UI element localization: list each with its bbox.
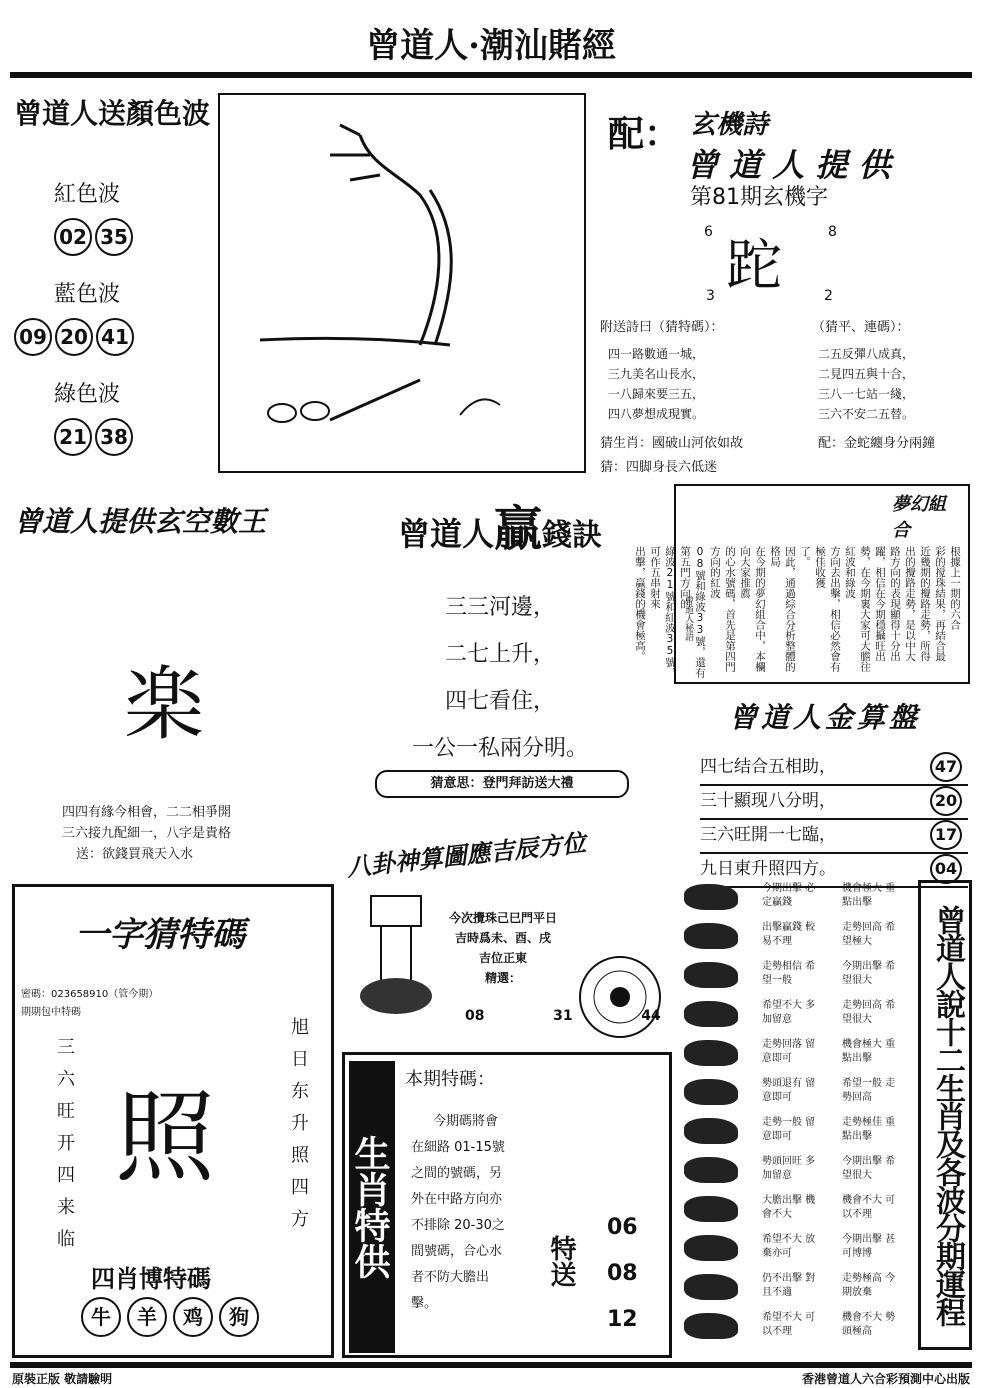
ball: 09 xyxy=(14,318,52,356)
calc-num: 20 xyxy=(930,786,962,816)
dragon-icon xyxy=(684,1040,738,1066)
combo-section xyxy=(634,484,970,684)
zodiac-col2: 走勢極高 今期放棄 xyxy=(842,1273,896,1298)
calc-text: 九日東升照四方。 xyxy=(700,859,836,879)
combo-title: 夢幻組合 xyxy=(892,494,946,541)
xuankong-line: 送：欲錢買飛天入水 xyxy=(76,847,194,862)
poem-left xyxy=(608,344,704,424)
poem-head-left: 附送詩曰（猜特碼）： xyxy=(600,320,724,335)
footer-left: 原裝正版 敬請驗明 xyxy=(12,1372,113,1386)
calc-text: 四七结合五相助， xyxy=(700,757,836,777)
pei-label: 配： xyxy=(608,113,681,155)
zodiac-row xyxy=(680,1151,916,1190)
combo-col: 出擊，贏錢的機會極高。 xyxy=(634,546,646,662)
pei-line: 配：金蛇纏身分兩鐘 xyxy=(818,436,936,451)
zodiac-col1: 走勢相信 希望一般 xyxy=(762,961,816,986)
combo-col: 了。 xyxy=(799,546,811,567)
red-wave-label: 紅色波 xyxy=(54,182,121,207)
zodiac-row xyxy=(680,1268,916,1307)
zodiac-col1: 走勢回落 留意即可 xyxy=(762,1039,816,1064)
win-title-a: 曾道人 xyxy=(397,515,494,553)
xuankong-line: 四四有緣今相會，二二相爭開 xyxy=(62,805,232,820)
combo-col: 在今期的夢幻組合中，本欄向大家推薦 xyxy=(739,546,766,672)
win-money-title xyxy=(345,490,655,559)
bagua-section xyxy=(345,828,670,1038)
combo-col: 綠波21號和紅波35號，可作五串射來 xyxy=(649,546,676,678)
zodiac-special-head: 本期特碼： xyxy=(405,1069,495,1090)
calc-row xyxy=(700,752,968,786)
poem-line: 三九美名山長水， xyxy=(608,367,705,381)
num-top-right: 8 xyxy=(828,224,837,240)
color-wave-green xyxy=(54,377,136,456)
rooster-icon xyxy=(684,1235,738,1261)
zodiac-special-line: 之間的號碼，另 xyxy=(411,1166,503,1181)
color-wave-section xyxy=(14,92,214,472)
bagua-wheel-icon xyxy=(577,954,663,1040)
footer-right: 香港曾道人六合彩預測中心出版 xyxy=(801,1372,970,1386)
win-title-b: 贏 xyxy=(494,501,543,557)
zodiac-special-line: 間號碼，合心水 xyxy=(411,1244,503,1259)
win-line: 四七看住， xyxy=(444,689,555,714)
one-char-left: 三六旺开四来临 xyxy=(54,1037,75,1261)
ball: 41 xyxy=(96,318,134,356)
xuankong-lines xyxy=(62,802,231,865)
page-title: 曾道人·潮汕賭經 xyxy=(366,26,616,66)
xuankong-section xyxy=(14,490,334,860)
zodiac-row xyxy=(680,878,916,917)
tree-illustration xyxy=(220,95,584,471)
win-title-c: 錢訣 xyxy=(542,518,603,553)
zodiac-special-line: 者不防大膽出 xyxy=(411,1270,490,1285)
bagua-title: 八卦神算圖應吉辰方位 xyxy=(345,828,588,882)
zodiac-special-nums xyxy=(607,1205,638,1343)
snake-icon xyxy=(684,1079,738,1105)
calc-row xyxy=(700,820,968,854)
one-char-right: 旭日东升照四方 xyxy=(288,1017,309,1241)
color-wave-blue xyxy=(14,277,137,356)
zodiac-col1: 走勢一般 留意即可 xyxy=(762,1117,816,1142)
guess-line2: 猜：四脚身長六低迷 xyxy=(600,460,718,475)
ball: 38 xyxy=(95,418,133,456)
ball: 35 xyxy=(95,218,133,256)
zodiac-col1: 仍不出擊 對且不適 xyxy=(762,1273,816,1298)
bagua-lines xyxy=(449,908,557,988)
zodiac-special-line: 外在中路方向亦 xyxy=(411,1192,503,1207)
zodiac-col2: 走勢回高 希望很大 xyxy=(842,1000,896,1025)
combo-col: 勢，在今期裏大家可大膽往紅波和綠波 xyxy=(844,546,871,672)
zodiac-row xyxy=(680,956,916,995)
bagua-line: 吉時爲未、酉、戌 xyxy=(455,931,552,945)
win-hint: 猜意思：登門拜訪送大禮 xyxy=(375,770,629,798)
win-money-section xyxy=(345,490,655,810)
combo-col: 出的攪路走勢，是以中大 xyxy=(904,546,916,662)
zodiac-special-line: 今期碼將會 xyxy=(433,1114,499,1129)
win-lines xyxy=(385,584,615,772)
zodiac-row xyxy=(680,1112,916,1151)
zodiac-row xyxy=(680,995,916,1034)
monkey-icon xyxy=(684,1196,738,1222)
zodiac-col2: 走勢極佳 重點出擊 xyxy=(842,1117,896,1142)
win-line: 二七上升， xyxy=(444,642,555,667)
poem-line: 二見四五與十合， xyxy=(818,367,915,381)
poem-provider: 曾 道 人 提 供 xyxy=(686,146,891,184)
combo-col: 彩的搅珠結果，再結合最 xyxy=(934,546,946,662)
zodiac-col1: 今期出擊 必定贏錢 xyxy=(762,883,816,908)
calc-text: 三十顯现八分明， xyxy=(700,791,836,811)
poem-title: 玄機詩 xyxy=(690,110,769,140)
calc-num: 17 xyxy=(930,820,962,850)
ox-icon xyxy=(684,923,738,949)
twelve-vertical-title: 曾道人說十二生肖及各波分期運程 xyxy=(918,880,972,1350)
zodiac-special-line: 在細路 01-15號 xyxy=(411,1140,505,1155)
zodiac-col1: 希望不大 放棄亦可 xyxy=(762,1234,816,1259)
poem-right xyxy=(818,344,914,424)
one-char-title: 一字猜特碼 xyxy=(75,915,245,955)
xuankong-line: 三六接九配細一，八字是貴格 xyxy=(62,826,232,841)
color-wave-title: 曾道人送顏色波 xyxy=(14,97,211,130)
zodiac-special-text xyxy=(411,1109,505,1317)
zodiac-col1: 勢頭退有 留意即可 xyxy=(762,1078,816,1103)
zodiac-col2: 今期出擊 甚可博博 xyxy=(842,1234,896,1259)
zodiac-row xyxy=(680,1073,916,1112)
one-char-code: 密碼：023658910（管今期） xyxy=(21,989,159,1000)
calc-title: 曾道人金算盤 xyxy=(728,701,921,734)
zodiac-row xyxy=(680,1229,916,1268)
zodiac-special-vertical: 生肖特供 xyxy=(349,1061,395,1353)
zodiac-pill: 羊 xyxy=(127,1297,167,1337)
zodiac-col2: 今期出擊 希望很大 xyxy=(842,1156,896,1181)
four-zodiacs xyxy=(81,1297,265,1337)
ball: 20 xyxy=(55,318,93,356)
combo-col: 躍，相信在今期穩攝旺出 xyxy=(874,546,886,662)
poem-line: 二五反彈八成真， xyxy=(818,347,915,361)
combo-col: 08號和綠波33號，還有第五門方向的 xyxy=(679,546,706,678)
num-bottom-right: 2 xyxy=(824,288,833,304)
zodiac-col2: 機會不大 勢頭極高 xyxy=(842,1312,896,1337)
dog-icon xyxy=(684,1274,738,1300)
bagua-line: 今次攪珠己巳門平日 xyxy=(449,911,558,925)
special-num: 12 xyxy=(607,1307,638,1332)
poem-head-right: （猜平、連碼）： xyxy=(812,320,910,335)
calc-num: 47 xyxy=(930,752,962,782)
poem-line: 四一路數通一城， xyxy=(608,347,705,361)
zodiac-col2: 機會不大 可以不理 xyxy=(842,1195,896,1220)
zodiac-col2: 走勢回高 希望極大 xyxy=(842,922,896,947)
zodiac-special-send: 特送 xyxy=(546,1235,576,1287)
warrior-illustration xyxy=(351,886,441,1036)
zodiac-row xyxy=(680,1190,916,1229)
zodiac-pill: 狗 xyxy=(219,1297,259,1337)
calc-row xyxy=(700,786,968,820)
goat-icon xyxy=(684,1157,738,1183)
ball: 21 xyxy=(54,418,92,456)
tree-picture-frame xyxy=(218,93,586,473)
rabbit-icon xyxy=(684,1001,738,1027)
zodiac-pill: 牛 xyxy=(81,1297,121,1337)
win-line: 一公一私兩分明。 xyxy=(411,736,588,761)
horse-icon xyxy=(684,1118,738,1144)
guess-zodiac: 猜生肖：國破山河依如故 xyxy=(600,436,744,451)
poem-section xyxy=(600,96,970,481)
green-wave-label: 綠色波 xyxy=(54,382,121,407)
bagua-num: 31 xyxy=(553,1008,573,1024)
xuankong-title: 曾道人提供玄空數王 xyxy=(14,505,267,538)
win-line: 三三河邊， xyxy=(444,595,555,620)
zodiac-special-line: 擊。 xyxy=(411,1296,438,1311)
zodiac-pill: 鸡 xyxy=(173,1297,213,1337)
combo-col: 方向去出擊，相信必然會有極佳收獲 xyxy=(814,546,841,672)
calc-num: 04 xyxy=(930,854,962,884)
combo-col: 路方向的表現顯得十分出 xyxy=(889,546,901,662)
zodiac-col2: 機會極大 重點出擊 xyxy=(842,1039,896,1064)
calc-text: 三六旺開一七臨， xyxy=(700,825,836,845)
combo-col: 因此，通過綜合分析整體的格局 xyxy=(769,546,796,672)
zodiac-col1: 出擊贏錢 較易不理 xyxy=(762,922,816,947)
calc-section xyxy=(680,696,970,879)
pig-icon xyxy=(684,1313,738,1339)
zodiac-col2: 今期出擊 希望很大 xyxy=(842,961,896,986)
bottom-rule xyxy=(10,1362,972,1368)
combo-col: 根據上一期的六合 xyxy=(949,546,961,630)
bagua-line: 吉位正東 xyxy=(479,951,528,965)
combo-col: 近幾期的攪路走勢，所得 xyxy=(919,546,931,662)
special-num: 06 xyxy=(607,1215,638,1240)
one-char-section xyxy=(12,884,334,1358)
poem-issue: 第81期玄機字 xyxy=(690,185,828,210)
zodiac-col2: 希望一般 走勢回高 xyxy=(842,1078,896,1103)
zodiac-col2: 機會極大 重點出擊 xyxy=(842,883,896,908)
color-wave-red xyxy=(54,177,136,256)
num-bottom-left: 3 xyxy=(706,288,715,304)
zodiac-row xyxy=(680,1034,916,1073)
poem-line: 三六不安二五替。 xyxy=(818,407,915,421)
combo-sign: 曾道人秘語 xyxy=(683,596,693,641)
zodiac-col1: 大膽出擊 機會不大 xyxy=(762,1195,816,1220)
rat-icon xyxy=(684,884,738,910)
zodiac-col1: 希望不大 可以不理 xyxy=(762,1312,816,1337)
tiger-icon xyxy=(684,962,738,988)
ball: 02 xyxy=(54,218,92,256)
zodiac-row xyxy=(680,1307,916,1346)
zodiac-col1: 勢頭回旺 多加留意 xyxy=(762,1156,816,1181)
bagua-num: 44 xyxy=(641,1008,661,1024)
blue-wave-label: 藍色波 xyxy=(54,282,121,307)
zodiac-col1: 希望不大 多加留意 xyxy=(762,1000,816,1025)
poem-line: 一八歸來要三五， xyxy=(608,387,705,401)
poem-line: 三八一七站一綫， xyxy=(818,387,915,401)
one-char-char: 照 xyxy=(115,1079,215,1196)
bagua-num: 08 xyxy=(465,1008,485,1024)
four-title: 四肖博特碼 xyxy=(91,1265,211,1293)
combo-col: 的心水號碼，首先是第四門方向的紅波 xyxy=(709,546,736,672)
num-top-left: 6 xyxy=(704,224,713,240)
zodiac-row xyxy=(680,917,916,956)
twelve-zodiac-section xyxy=(680,878,916,1350)
bagua-line: 精選： xyxy=(485,971,522,985)
special-num: 08 xyxy=(607,1261,638,1286)
zodiac-special-section xyxy=(342,1052,672,1358)
zodiac-special-line: 不排除 20-30之 xyxy=(411,1218,505,1233)
one-char-sub: 期期包中特碼 xyxy=(21,1007,81,1018)
calc-rows xyxy=(700,752,968,888)
poem-line: 四八夢想成現實。 xyxy=(608,407,705,421)
mystery-char: 跎 xyxy=(726,234,782,299)
top-rule xyxy=(10,72,972,78)
xuankong-char: 楽 xyxy=(124,658,204,751)
